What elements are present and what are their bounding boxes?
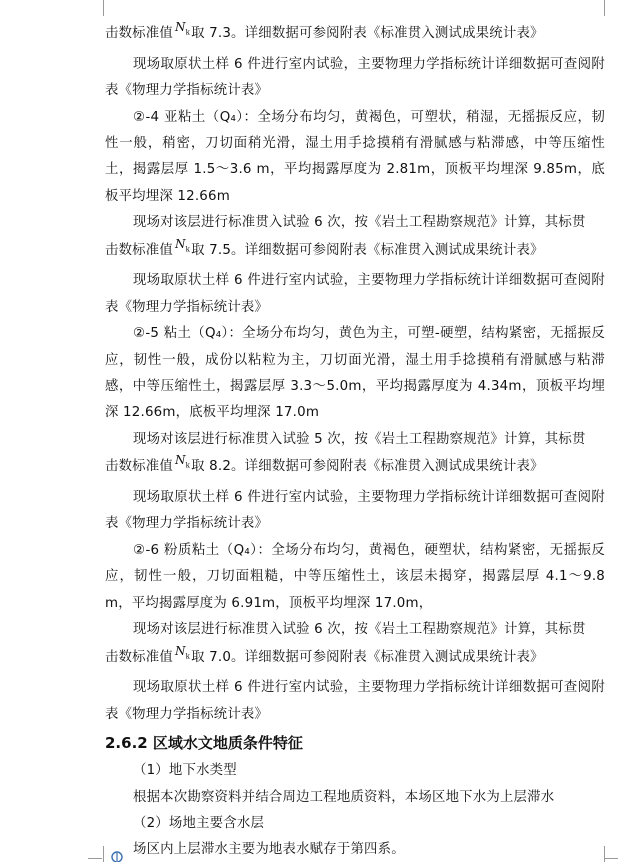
paragraph: 击数标准值 $N_k$取 8.2。详细数据可参阅附表《标准贯入测试成果统计表》 [105,453,605,485]
section-heading: 2.6.2 区域水文地质条件特征 [105,734,303,753]
paragraph: 现场对该层进行标准贯入试验 6 次，按《岩土工程勘察规范》计算，其标贯 [133,622,586,638]
paragraph: ②-4 亚粘土（Q₄）：全场分布均匀，黄褐色，可塑状，稍湿，无摇振反应，韧性一般，稍密，刀切面稍光滑，湿土用手捻摸稍有滑腻感与粘滞感，中等压缩性土，揭露层厚 1.5～3.6 m，平均揭露厚度为 2.81m，顶板平均埋深 9.85m，底板平均埋深 12.66m [105,109,605,204]
page-corner-mark [604,858,618,859]
page-corner-mark [103,0,104,16]
formula-nk: $N_k$ [174,643,191,660]
formula-nk: $N_k$ [174,453,191,470]
paragraph: ②-6 粉质粘土（Q₄）：全场分布均匀，黄褐色，硬塑状，结构紧密，无摇振反应，韧性一般，刀切面粗糙，中等压缩性土，该层未揭穿，揭露层厚 4.1～9.8 m，平均揭露厚度为 6.91m，顶板平均埋深 17.0m， [105,542,605,611]
formula-nk: $N_k$ [174,20,191,37]
paragraph: 现场取原状土样 6 件进行室内试验，主要物理力学指标统计详细数据可查阅附表《物理力学指标统计表》 [105,273,605,315]
paragraph: 击数标准值 $N_k$取 7.0。详细数据可参阅附表《标准贯入测试成果统计表》 [105,644,605,676]
formula-nk: $N_k$ [174,236,191,254]
paragraph: 击数标准值 $N_k$取 7.5。详细数据可参阅附表《标准贯入测试成果统计表》 [105,237,605,269]
page-corner-mark [604,0,605,16]
paragraph: 现场对该层进行标准贯入试验 5 次，按《岩土工程勘察规范》计算，其标贯 [133,431,586,447]
paragraph: 现场对该层进行标准贯入试验 6 次，按《岩土工程勘察规范》计算，其标贯 [133,215,586,231]
list-item: （1）地下水类型 [133,763,237,779]
paragraph: 现场取原状土样 6 件进行室内试验，主要物理力学指标统计详细数据可查阅附表《物理力学指标统计表》 [105,56,605,99]
paragraph: 场区内上层滞水主要为地表水赋存于第四系。 [133,842,405,858]
page-corner-mark [103,846,104,862]
list-item: （2）场地主要含水层 [133,815,265,831]
page-corner-mark [88,858,102,859]
paragraph: 现场取原状土样 6 件进行室内试验，主要物理力学指标统计详细数据可查阅附表《物理力学指标统计表》 [105,680,605,722]
paragraph: ②-5 粘土（Q₄）：全场分布均匀，黄色为主，可塑-硬塑，结构紧密，无摇振反应，韧性一般，成份以粘粒为主，刀切面光滑，湿土用手捻摸稍有滑腻感与粘滞感，中等压缩性土，揭露层厚 3.3～5.0m，平均揭露厚度为 4.34m，顶板平均埋深 12.66m，底板平均埋深 17.0m [105,326,605,421]
paragraph: 现场取原状土样 6 件进行室内试验，主要物理力学指标统计详细数据可查阅附表《物理力学指标统计表》 [105,490,605,532]
document-body [105,20,605,864]
paragraph: 根据本次勘察资料并结合周边工程地质资料，本场区地下水为上层滞水 [133,789,555,805]
paragraph: 击数标准值 $N_k$取 7.3。详细数据可参阅附表《标准贯入测试成果统计表》 [105,20,605,52]
